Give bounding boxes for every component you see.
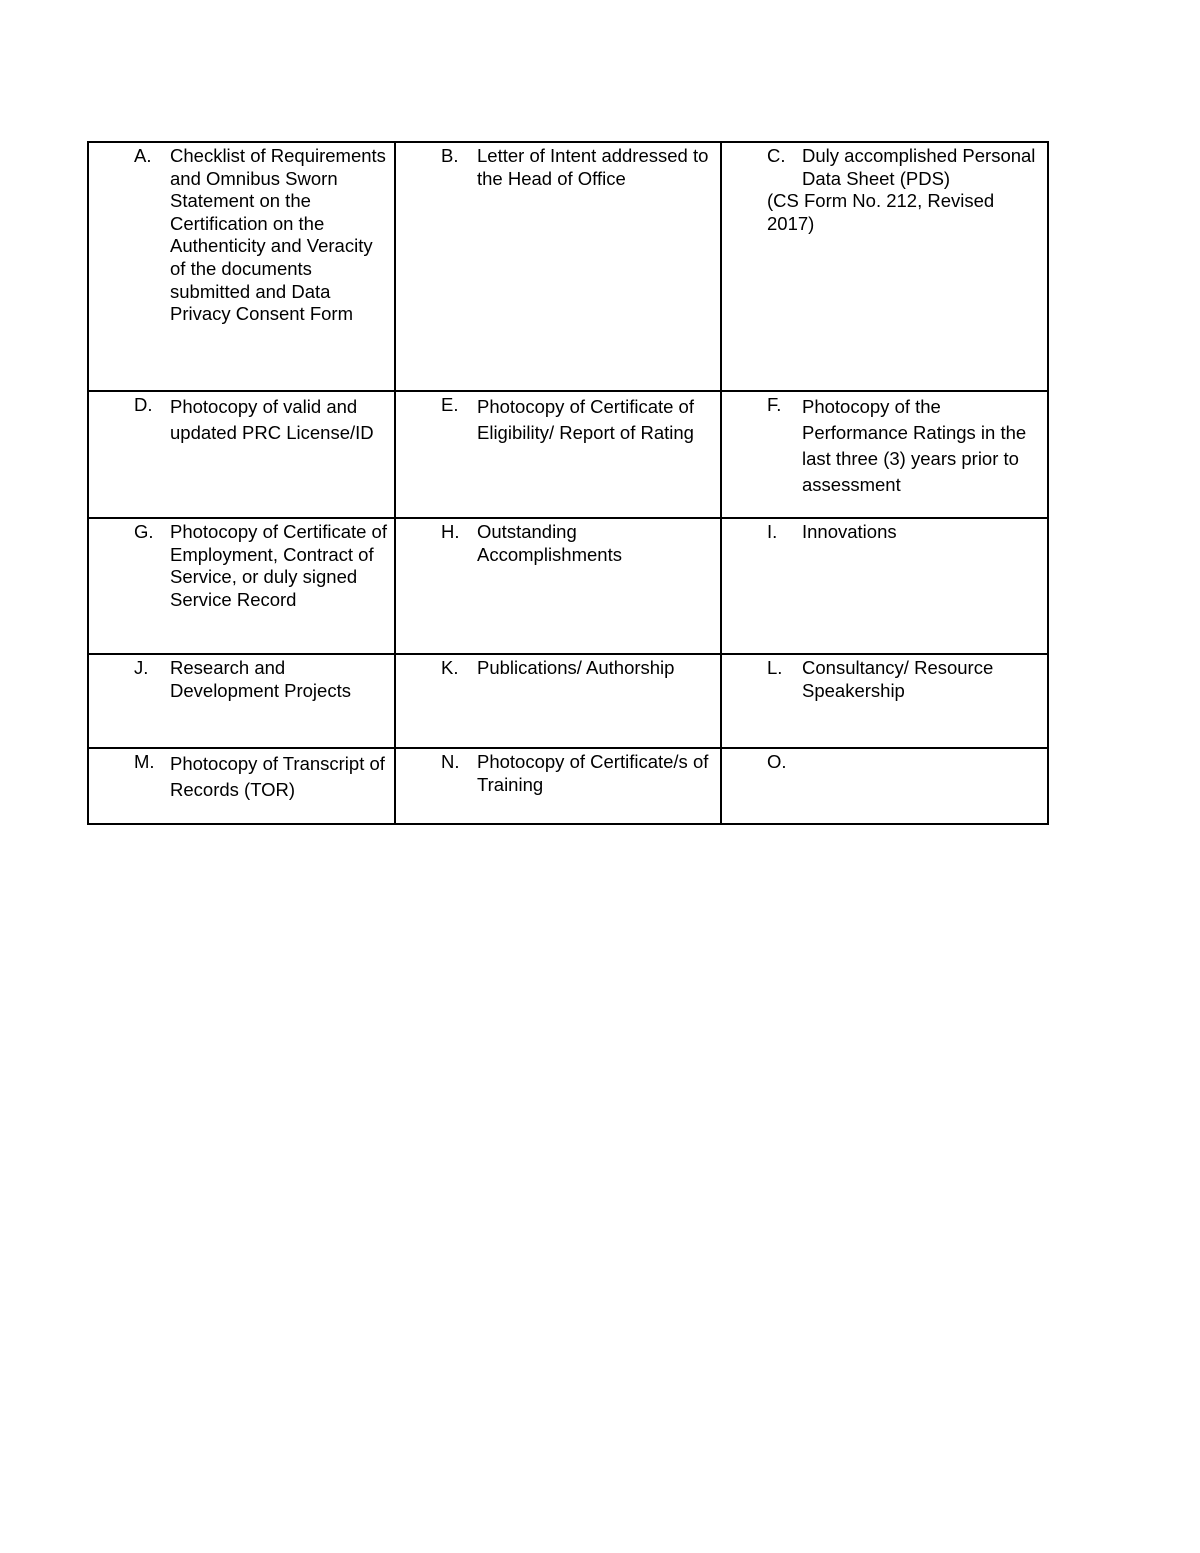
requirements-table: [87, 141, 1049, 825]
item-text: Consultancy/ Resource Speakership: [802, 657, 994, 701]
requirement-cell-o: [721, 748, 1048, 824]
item-text: Photocopy of the Performance Ratings in the last three (3) years prior to assessment: [802, 396, 1027, 495]
table-row: [88, 654, 1048, 748]
table-row: [88, 391, 1048, 518]
item-note: (CS Form No. 212, Revised 2017): [767, 190, 995, 234]
table-row: [88, 518, 1048, 654]
requirement-cell-k: [395, 654, 721, 748]
item-letter: H.: [441, 521, 460, 542]
item-letter: M.: [134, 751, 155, 772]
item-letter: K.: [441, 657, 459, 678]
requirement-cell-g: [88, 518, 395, 654]
item-text: Photocopy of Transcript of Records (TOR): [170, 753, 385, 800]
requirement-cell-m: [88, 748, 395, 824]
requirement-cell-h: [395, 518, 721, 654]
item-text: Photocopy of Certificate/s of Training: [477, 751, 709, 795]
requirement-cell-d: [88, 391, 395, 518]
requirement-cell-b: [395, 142, 721, 391]
requirement-cell-f: [721, 391, 1048, 518]
requirement-cell-i: [721, 518, 1048, 654]
item-letter: G.: [134, 521, 154, 542]
item-letter: D.: [134, 394, 153, 415]
item-letter: A.: [134, 145, 152, 166]
item-text: Checklist of Requirements and Omnibus Sworn Statement on the Certification on the Authenticity and Veracity of the documents submitted and Data Privacy Consent Form: [170, 145, 386, 325]
item-text: Duly accomplished Personal Data Sheet (PDS): [802, 145, 1036, 189]
item-text: Letter of Intent addressed to the Head of Office: [477, 145, 709, 189]
requirement-cell-l: [721, 654, 1048, 748]
item-letter: I.: [767, 521, 778, 542]
requirement-cell-a: [88, 142, 395, 391]
item-text: Photocopy of Certificate of Eligibility/ Report of Rating: [477, 396, 694, 443]
item-letter: L.: [767, 657, 783, 678]
item-text: Research and Development Projects: [170, 657, 351, 701]
requirement-cell-c: [721, 142, 1048, 391]
item-letter: E.: [441, 394, 459, 415]
requirement-cell-j: [88, 654, 395, 748]
item-letter: O.: [767, 751, 787, 772]
table-row: [88, 748, 1048, 824]
item-letter: B.: [441, 145, 459, 166]
item-letter: C.: [767, 145, 786, 166]
requirement-cell-e: [395, 391, 721, 518]
item-text: Photocopy of Certificate of Employment, Contract of Service, or duly signed Service Record: [170, 521, 387, 610]
item-text: Outstanding Accomplishments: [477, 521, 622, 565]
requirement-cell-n: [395, 748, 721, 824]
item-letter: N.: [441, 751, 460, 772]
item-text: Publications/ Authorship: [477, 657, 675, 678]
item-letter: F.: [767, 394, 782, 415]
item-letter: J.: [134, 657, 149, 678]
item-text: Photocopy of valid and updated PRC License/ID: [170, 396, 374, 443]
item-text: Innovations: [802, 521, 897, 542]
table-row: [88, 142, 1048, 391]
